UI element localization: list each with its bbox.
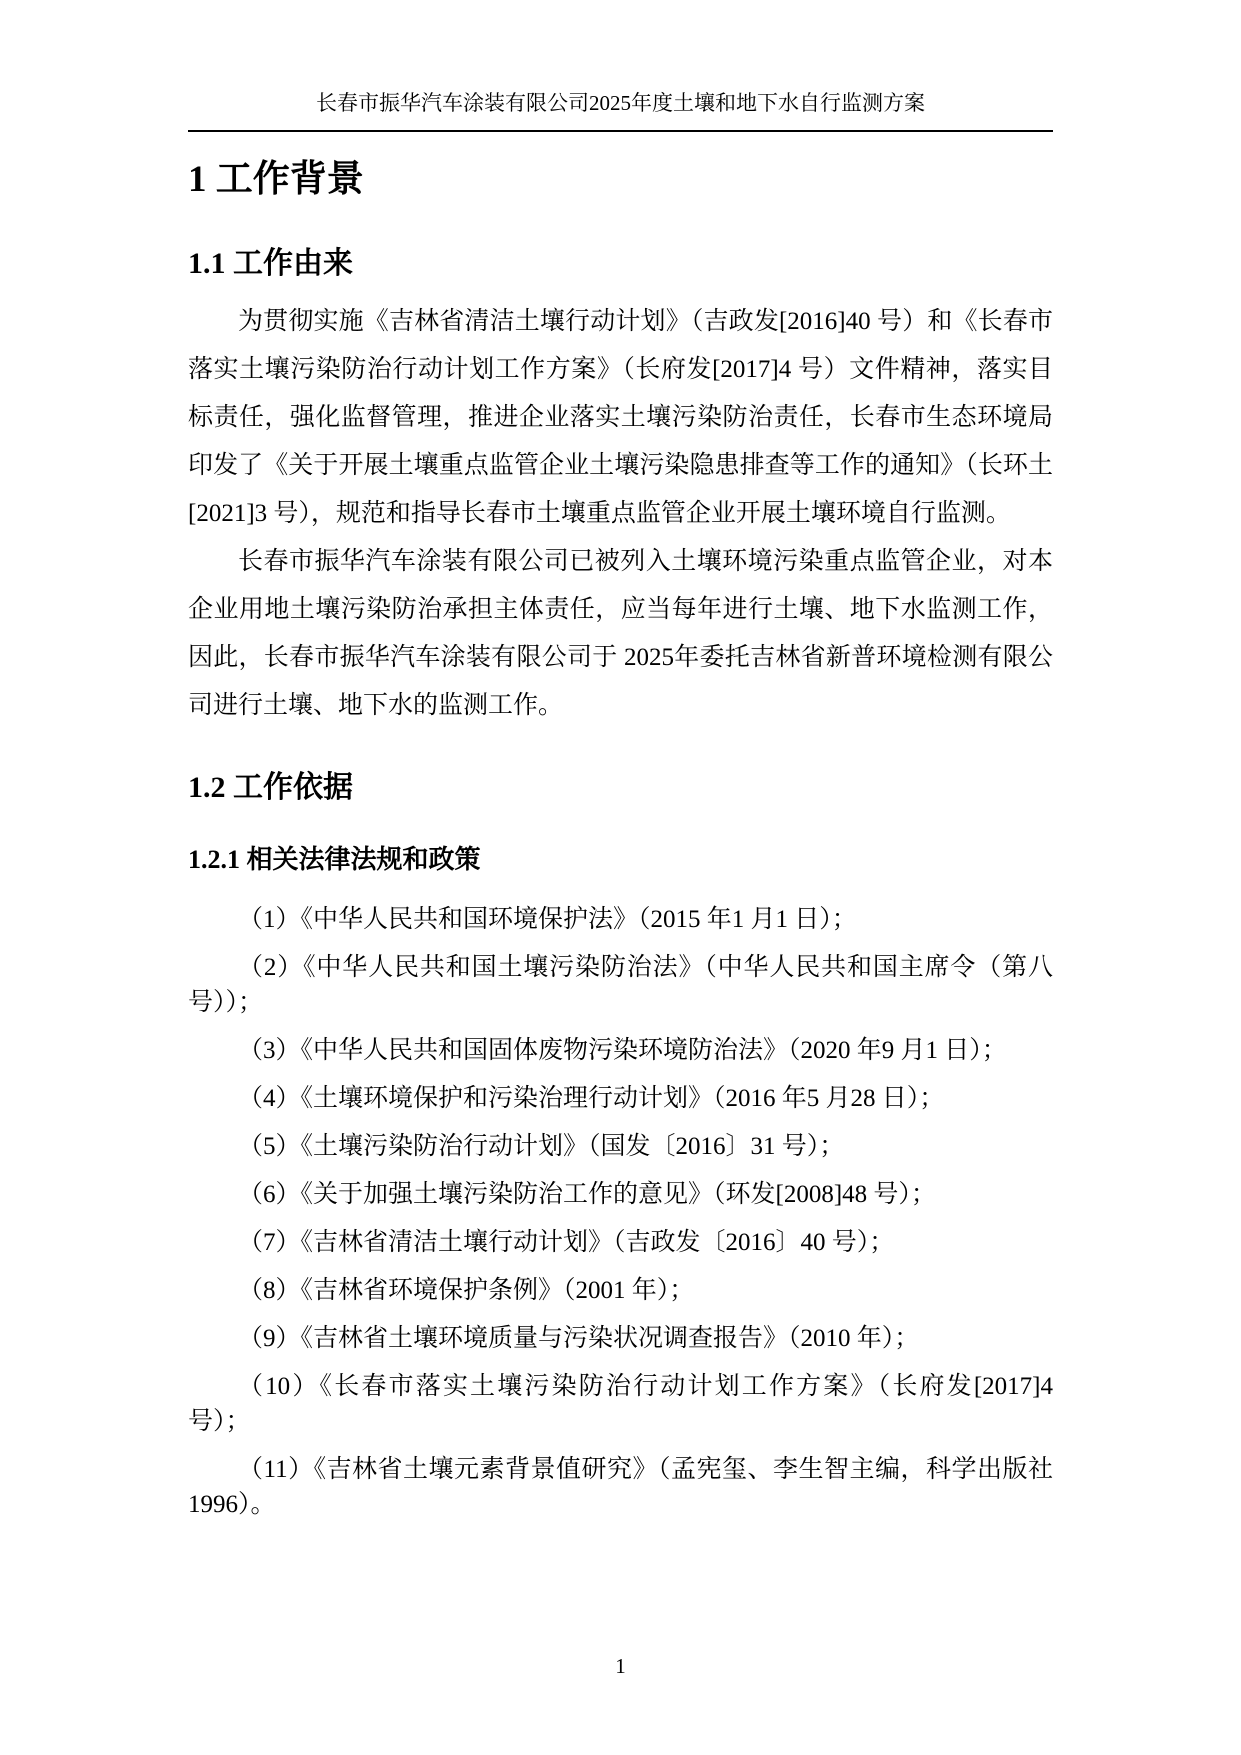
list-item: （9）《吉林省土壤环境质量与污染状况调查报告》（2010 年）； — [238, 1324, 920, 1352]
list-item: （10）《长春市落实土壤污染防治行动计划工作方案》（长府发[2017]4 号）； — [188, 1372, 1053, 1435]
list-item: （6）《关于加强土壤污染防治工作的意见》（环发[2008]48 号）； — [238, 1180, 936, 1208]
section-title-work-basis: 1.2 工作依据 — [188, 771, 353, 805]
list-item: （7）《吉林省清洁土壤行动计划》（吉政发〔2016〕40 号）； — [238, 1228, 895, 1256]
paragraph: 长春市振华汽车涂装有限公司已被列入土壤环境污染重点监管企业，对本企业用地土壤污染防治承担主体责任，应当每年进行土壤、地下水监测工作，因此，长春市振华汽车涂装有限公司于 2025年委托吉林省新普环境检测有限公司进行土壤、地下水的监测工作。 — [188, 548, 1053, 720]
work-origin-body — [188, 298, 1053, 730]
list-item: （8）《吉林省环境保护条例》（2001 年）； — [238, 1276, 695, 1304]
section-title-work-origin: 1.1 工作由来 — [188, 247, 353, 281]
page-header: 长春市振华汽车涂装有限公司2025年度土壤和地下水自行监测方案 — [188, 90, 1053, 132]
paragraph: 为贯彻实施《吉林省清洁土壤行动计划》（吉政发[2016]40 号）和《长春市落实土壤污染防治行动计划工作方案》（长府发[2017]4 号）文件精神，落实目标责任，强化监督管理，推进企业落实土壤污染防治责任，长春市生态环境局印发了《关于开展土壤重点监管企业土壤污染隐患排查等工作的通知》（长环土[2021]3 号），规范和指导长春市土壤重点监管企业开展土壤环境自行监测。 — [188, 308, 1053, 528]
list-item: （2）《中华人民共和国土壤污染防治法》（中华人民共和国主席令（第八号））； — [188, 953, 1053, 1016]
list-item: （11）《吉林省土壤元素背景值研究》（孟宪玺、李生智主编，科学出版社 1996）。 — [188, 1455, 1053, 1518]
list-item: （1）《中华人民共和国环境保护法》（2015 年1 月1 日）； — [238, 905, 857, 933]
list-item: （3）《中华人民共和国固体废物污染环境防治法》（2020 年9 月1 日）； — [238, 1036, 1007, 1064]
list-item: （5）《土壤污染防治行动计划》（国发〔2016〕31 号）； — [238, 1132, 845, 1160]
list-item: （4）《土壤环境保护和污染治理行动计划》（2016 年5 月28 日）； — [238, 1084, 945, 1112]
subsection-title-legal-basis: 1.2.1 相关法律法规和政策 — [188, 845, 481, 875]
page-number: 1 — [615, 1654, 626, 1678]
legal-reference-list — [188, 902, 1053, 1522]
chapter-title: 1 工作背景 — [188, 159, 364, 200]
